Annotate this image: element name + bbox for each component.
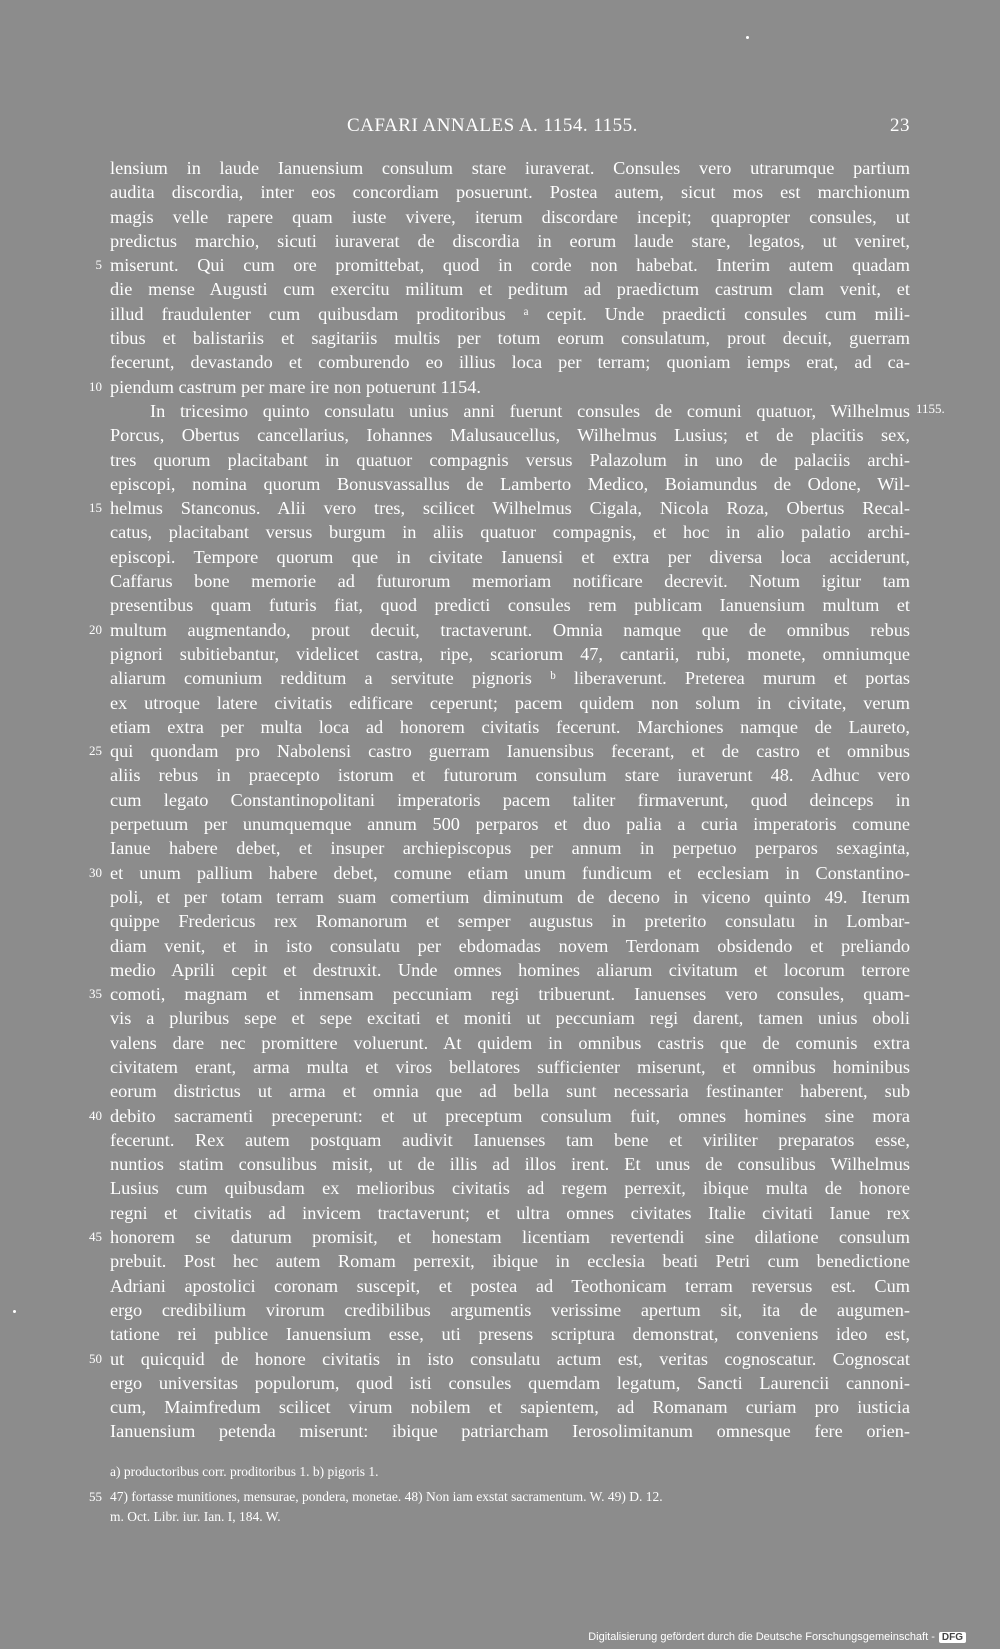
text-line <box>89 739 910 763</box>
text-line <box>110 788 910 812</box>
line-text: multum augmentando, prout decuit, tractaverunt. Omnia namque que de omnibus rebus <box>110 619 910 640</box>
line-number: 10 <box>89 378 102 394</box>
footnote-text: a) productoribus corr. proditoribus 1. b) pigoris 1. <box>110 1464 379 1479</box>
page-number: 23 <box>890 115 910 136</box>
text-line <box>89 1225 910 1249</box>
footnote-line <box>89 1487 910 1507</box>
text-line <box>110 350 910 374</box>
line-text: qui quondam pro Nabolensi castro guerram Ianuensibus fecerant, et de castro et omnibus <box>110 741 910 762</box>
footnote-text: m. Oct. Libr. iur. Ian. I, 184. W. <box>110 1509 281 1524</box>
line-text: et unum pallium habere debet, comune etiam unum fundicum et ecclesiam in Constantino- <box>110 862 910 883</box>
line-number: 45 <box>89 1229 102 1245</box>
text-line <box>110 666 910 690</box>
line-text: In tricesimo quinto consulatu unius anni fuerunt consules de comuni quatuor, Wilhelmus <box>150 400 910 421</box>
line-text: pignori subitiebantur, videlicet castra, ripe, scariorum 47, cantarii, rubi, monete, omniumque <box>110 643 910 664</box>
line-text: aliis rebus in praecepto istorum et futurorum consulum stare iuraverunt 48. Adhuc vero <box>110 765 910 786</box>
text-line <box>110 423 910 447</box>
credit-text: Digitalisierung gefördert durch die Deutsche Forschungsgemeinschaft - <box>588 1631 935 1643</box>
text-line <box>110 1249 910 1273</box>
line-text: magis velle rapere quam iuste vivere, iterum discordare incepit; quapropter consules, ut <box>110 206 910 227</box>
text-line <box>89 496 910 520</box>
line-text: medio Aprili cepit et destruxit. Unde omnes homines aliarum civitatum et locorum terrore <box>110 959 910 980</box>
text-line <box>89 861 910 885</box>
text-line <box>110 326 910 350</box>
line-number: 5 <box>95 257 102 273</box>
line-text: lensium in laude Ianuensium consulum stare iuraverat. Consules vero utrarumque partium <box>110 158 910 178</box>
text-line <box>110 277 910 301</box>
line-text: episcopi, nomina quorum Bonusvassallus de Lamberto Medico, Boiamundus de Odone, Wil- <box>110 473 910 494</box>
line-text: Ianuensium petenda miserunt: ibique patriarcham Ierosolimitanum omnesque fere orien- <box>110 1421 910 1442</box>
line-text: debito sacramenti preceperunt: et ut preceptum consulum fuit, omnes homines sine mora <box>110 1105 910 1126</box>
text-line <box>110 934 910 958</box>
text-line <box>89 618 910 642</box>
text-line <box>110 1201 910 1225</box>
text-line <box>110 1176 910 1200</box>
text-line <box>110 885 910 909</box>
text-line <box>110 205 910 229</box>
footnote-line <box>110 1462 910 1482</box>
line-text: Porcus, Obertus cancellarius, Iohannes Malusaucellus, Wilhelmus Lusius; et de placitis sex, <box>110 425 910 446</box>
text-line <box>95 253 910 277</box>
line-number: 40 <box>89 1107 102 1123</box>
line-text: fecerunt. Rex autem postquam audivit Ianuenses tam bene et viriliter preparatos esse, <box>110 1129 910 1150</box>
text-line <box>110 642 910 666</box>
footnote-text: 47) fortasse munitiones, mensurae, pondera, monetae. 48) Non iam exstat sacramentum. W. 49) D. 12. <box>110 1489 663 1504</box>
line-text: aliarum comunium redditum a servitute pignoris ᵇ liberaverunt. Preterea murum et portas <box>110 668 910 689</box>
margin-year-note: 1155. <box>916 400 945 416</box>
line-text: tibus et balistariis et sagitariis multis per totum eorum consulatum, prout decuit, guerram <box>110 328 910 349</box>
scan-speck <box>13 1310 16 1313</box>
line-text: audita discordia, inter eos concordiam posuerunt. Postea autem, sicut mos est marchionum <box>110 182 910 203</box>
line-text: honorem se daturum promisit, et honestam licentiam revertendi sine dilatione consulum <box>110 1227 910 1248</box>
line-text: poli, et per totam terram suam comertium diminutum de deceno in viceno quinto 49. Iterum <box>110 886 910 907</box>
text-line <box>110 1298 910 1322</box>
line-text: piendum castrum per mare ire non potuerunt 1154. <box>110 376 481 397</box>
text-line <box>110 691 910 715</box>
line-text: Ianue habere debet, et insuper archiepiscopus per annum in perpetuo perparos sexaginta, <box>110 838 910 859</box>
text-line <box>110 569 910 593</box>
line-text: ergo universitas populorum, quod isti consules quemdam legatum, Sancti Laurencii cannoni- <box>110 1372 910 1393</box>
line-text: cum, Maimfredum scilicet virum nobilem et sapientem, ad Romanam curiam pro iusticia <box>110 1397 910 1418</box>
line-text: valens dare nec promittere voluerunt. At quidem in omnibus castris que de comunis extra <box>110 1032 910 1053</box>
line-text: catus, placitabant versus burgum in aliis quatuor compagnis, et hoc in alio palatio archi- <box>110 522 910 543</box>
text-line <box>110 302 910 326</box>
line-text: episcopi. Tempore quorum que in civitate Ianuensi et extra per diversa loca acciderunt, <box>110 546 910 567</box>
text-line <box>110 448 910 472</box>
line-text: Lusius cum quibusdam ex melioribus civitatis ad regem perrexit, ibique multa de honore <box>110 1178 910 1199</box>
text-line <box>110 472 910 496</box>
text-line <box>89 1347 910 1371</box>
line-text: comoti, magnam et inmensam peccuniam regi tribuerunt. Ianuenses vero consules, quam- <box>110 984 910 1005</box>
line-text: ut quicquid de honore civitatis in isto consulatu actum est, veritas cognoscatur. Cognoscat <box>110 1348 910 1369</box>
line-text: perpetuum per unumquemque annum 500 perparos et duo palia a curia imperatoris comune <box>110 814 910 835</box>
text-line <box>110 593 910 617</box>
text-line <box>110 836 910 860</box>
line-text: predictus marchio, sicuti iuraverat de discordia in eorum laude stare, legatos, ut veniret, <box>110 230 910 251</box>
text-line <box>110 229 910 253</box>
running-header <box>110 115 910 145</box>
text-line <box>110 1079 910 1103</box>
line-text: quippe Fredericus rex Romanorum et semper augustus in preterito consulatu in Lombar- <box>110 911 910 932</box>
line-text: nuntios statim consulibus misit, ut de illis ad illos irent. Et unus de consulibus Wilhelmus <box>110 1154 910 1175</box>
line-number: 55 <box>89 1489 102 1504</box>
text-line <box>110 156 910 180</box>
scan-speck <box>746 36 749 39</box>
line-number: 25 <box>89 743 102 759</box>
main-text <box>89 156 945 1444</box>
dfg-logo: DFG <box>939 1632 966 1643</box>
page-title: CAFARI ANNALES A. 1154. 1155. <box>347 115 638 136</box>
line-text: helmus Stanconus. Alii vero tres, scilicet Wilhelmus Cigala, Nicola Roza, Obertus Recal- <box>110 498 910 519</box>
historical-footnotes <box>89 1487 910 1527</box>
line-text: die mense Augusti cum exercitu militum et peditum ad praedictum castrum clam venit, et <box>110 279 910 300</box>
line-text: tatione rei publice Ianuensium esse, uti presens scriptura demonstrat, conveniens ideo est, <box>110 1324 910 1345</box>
text-line <box>89 982 910 1006</box>
text-line <box>110 545 910 569</box>
line-text: Caffarus bone memorie ad futurorum memoriam notificare decrevit. Notum igitur tam <box>110 571 910 592</box>
text-line <box>110 1371 910 1395</box>
text-line <box>110 1006 910 1030</box>
line-text: ex utroque latere civitatis edificare ceperunt; pacem quidem non solum in civitate, verum <box>110 692 910 713</box>
line-number: 20 <box>89 621 102 637</box>
line-text: Adriani apostolici coronam suscepit, et postea ad Teothonicam terram reversus est. Cum <box>110 1275 910 1296</box>
footnote-line <box>110 1507 910 1527</box>
line-number: 15 <box>89 500 102 516</box>
text-line <box>110 399 945 423</box>
digitization-credit <box>588 1631 966 1643</box>
line-text: prebuit. Post hec autem Romam perrexit, ibique in ecclesia beati Petri cum benedictione <box>110 1251 910 1272</box>
text-line <box>110 180 910 204</box>
line-text: miserunt. Qui cum ore promittebat, quod in corde non habebat. Interim autem quadam <box>110 255 910 276</box>
text-line <box>110 1152 910 1176</box>
line-text: tres quorum placitabant in quatuor compagnis versus Palazolum in uno de palaciis archi- <box>110 449 910 470</box>
line-text: cum legato Constantinopolitani imperatoris pacem taliter firmaverunt, quod deinceps in <box>110 789 910 810</box>
line-number: 50 <box>89 1350 102 1366</box>
line-text: fecerunt, devastando et comburendo eo illius loca per terram; quoniam iemps erat, ad ca- <box>110 352 910 373</box>
line-text: eorum districtus ut arma et omnia que ad bella sunt necessaria festinanter haberent, sub <box>110 1081 910 1102</box>
text-line <box>89 375 910 399</box>
line-text: civitatem erant, arma multa et viros bellatores sufficienter miserunt, et omnibus hominibus <box>110 1056 910 1077</box>
line-number: 35 <box>89 986 102 1002</box>
line-text: presentibus quam futuris fiat, quod predicti consules rem publicam Ianuensium multum et <box>110 595 910 616</box>
text-line <box>110 909 910 933</box>
text-line <box>110 1395 910 1419</box>
text-line <box>110 1128 910 1152</box>
line-text: regni et civitatis ad invicem tractaverunt; et ultra omnes civitates Italie civitati Ianue rex <box>110 1202 910 1223</box>
line-number: 30 <box>89 864 102 880</box>
text-line <box>110 1031 910 1055</box>
text-line <box>110 958 910 982</box>
text-line <box>110 812 910 836</box>
line-text: diam venit, et in isto consulatu per ebdomadas novem Terdonam obsidendo et preliando <box>110 935 910 956</box>
line-text: illud fraudulenter cum quibusdam proditoribus ᵃ cepit. Unde praedicti consules cum mili- <box>110 303 910 324</box>
text-line <box>89 1104 910 1128</box>
text-line <box>110 1419 910 1443</box>
textual-footnotes <box>110 1462 910 1482</box>
text-line <box>110 1055 910 1079</box>
text-line <box>110 1274 910 1298</box>
line-text: vis a pluribus sepe et sepe excitati et moniti ut peccuniam regi darent, tamen unius oboli <box>110 1008 910 1029</box>
line-text: ergo credibilium virorum credibilibus argumentis verissime apertum sit, ita de augumen- <box>110 1299 910 1320</box>
text-line <box>110 715 910 739</box>
line-text: etiam extra per multa loca ad honorem civitatis fecerunt. Marchiones namque de Laureto, <box>110 716 910 737</box>
text-line <box>110 520 910 544</box>
text-line <box>110 1322 910 1346</box>
text-line <box>110 763 910 787</box>
